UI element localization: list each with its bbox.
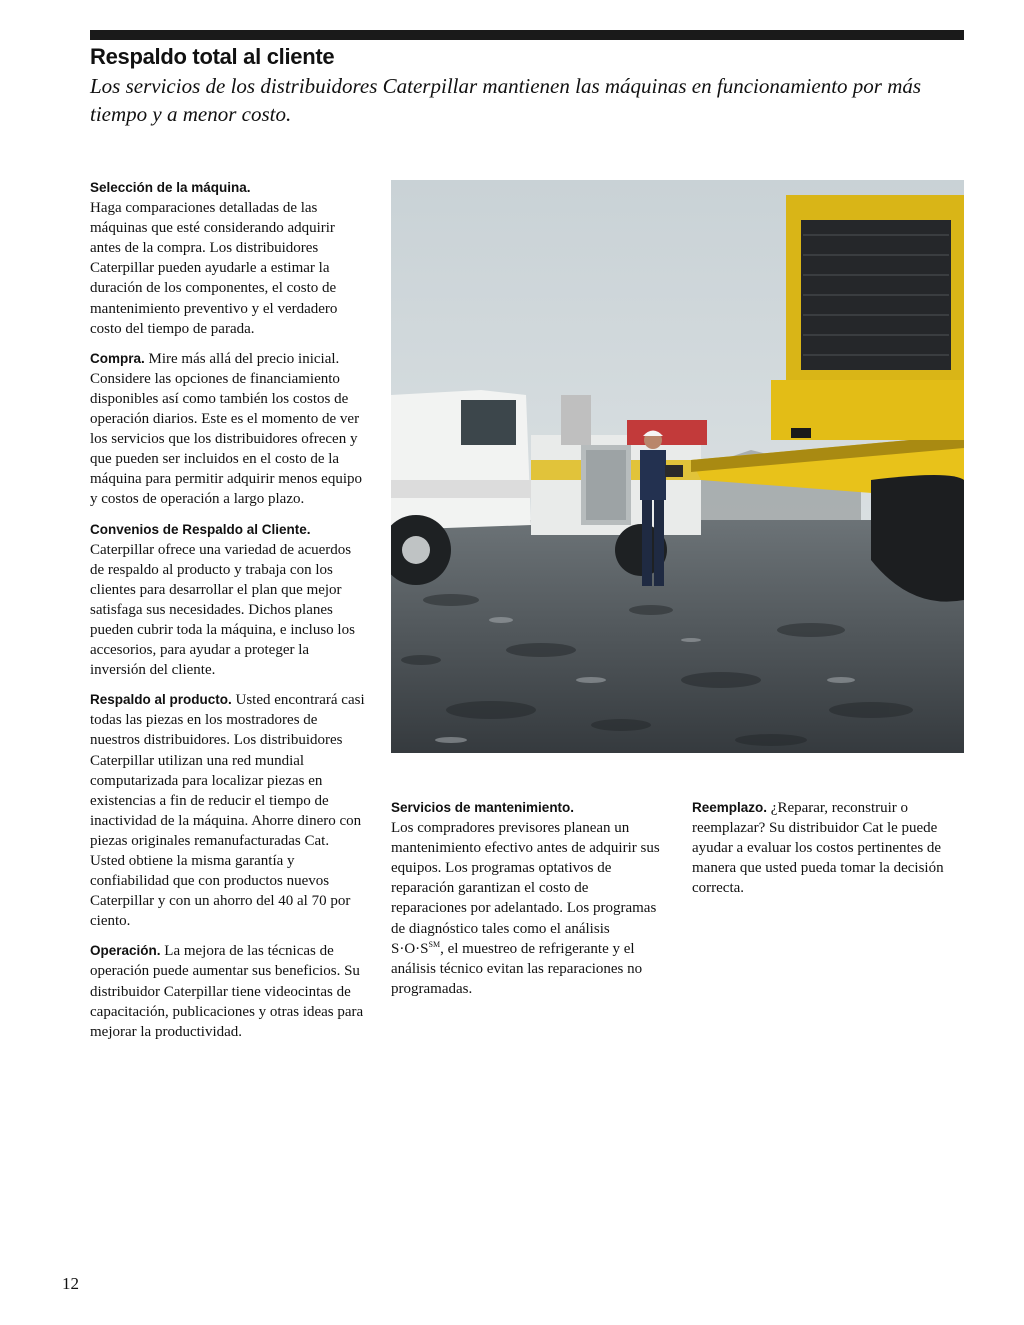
section-heading: Selección de la máquina. [90, 180, 251, 195]
section-body: Usted encontrará casi todas las piezas en los mostradores de nuestros distribuidores. Los distribuidores Caterpillar utilizan una red mundial computarizada para localizar piezas en existencias a fin de reducir el tiempo de inactividad de la máquina. Ahorre dinero con piezas originales remanufacturadas Cat. Usted obtiene la misma garantía y confiabilidad que con productos nuevos Caterpillar y con un ahorro del 40 al 70 por ciento. [90, 692, 365, 930]
page-title: Respaldo total al cliente [90, 44, 335, 69]
section-body-continued: , el muestreo de refrigerante y el análisis técnico evitan las reparaciones no programadas. [391, 940, 643, 997]
section-body: La mejora de las técnicas de operación puede aumentar sus beneficios. Su distribuidor Caterpillar tiene videocintas de capacitación, publicaciones y otras ideas para mejorar la productividad. [90, 943, 364, 1040]
photo-illustration [391, 180, 964, 753]
photo-service-truck-technician-wheel-loader [391, 180, 964, 753]
section-body: Los compradores previsores planean un mantenimiento efectivo antes de adquirir sus equipos. Los programas optativos de reparación garantizan el costo de reparaciones por adelantado. Los programas de diagnóstico tales como el análisis S·O·S [391, 820, 660, 957]
section-servicios [391, 798, 666, 999]
left-column [90, 178, 365, 1052]
page-number: 12 [62, 1274, 79, 1293]
section-body: Haga comparaciones detalladas de las máquinas que esté considerando adquirir antes de la compra. Los distribuidores Caterpillar pueden ayudarle a estimar la duración de los componentes, el costo de mantenimiento preventivo y el verdadero costo del tiempo de parada. [90, 200, 338, 337]
section-reemplazo [692, 798, 967, 898]
section-heading: Servicios de mantenimiento. [391, 800, 575, 815]
section-respaldo-producto [90, 690, 365, 931]
section-body: Mire más allá del precio inicial. Considere las opciones de financiamiento disponibles así como también los costos de operación diarios. Este es el momento de ver los servicios que los distribuidores ofrecen y que pueden ser incluidos en el costo de la máquina para permitir adquirir menos equipo y costos de operación a largo plazo. [90, 350, 362, 508]
section-operacion [90, 941, 365, 1041]
service-mark: SM [428, 939, 441, 949]
page-subtitle: Los servicios de los distribuidores Caterpillar mantienen las máquinas en funcionamiento por más tiempo y a menor costo. [90, 74, 922, 126]
section-heading: Operación. [90, 943, 161, 959]
section-compra [90, 349, 365, 510]
middle-column [391, 798, 666, 1009]
section-heading: Convenios de Respaldo al Cliente. [90, 521, 311, 537]
section-heading: Compra. [90, 350, 145, 366]
section-heading: Respaldo al producto. [90, 692, 232, 708]
right-column [692, 798, 967, 908]
section-heading: Reemplazo. [692, 800, 768, 815]
section-seleccion [90, 178, 365, 339]
section-body: Caterpillar ofrece una variedad de acuerdos de respaldo al producto y trabaja con los clientes para desarrollar el plan que mejor satisfaga sus necesidades. Dichos planes pueden cubrir toda la máquina, e incluso los accesorios, para ayudar a proteger la inversión del cliente. [90, 541, 355, 679]
top-rule [90, 30, 964, 40]
section-body: ¿Reparar, reconstruir o reemplazar? Su distribuidor Cat le puede ayudar a evaluar los costos pertinentes de manera que usted pueda tomar la decisión correcta. [692, 800, 944, 897]
section-convenios [90, 520, 365, 681]
